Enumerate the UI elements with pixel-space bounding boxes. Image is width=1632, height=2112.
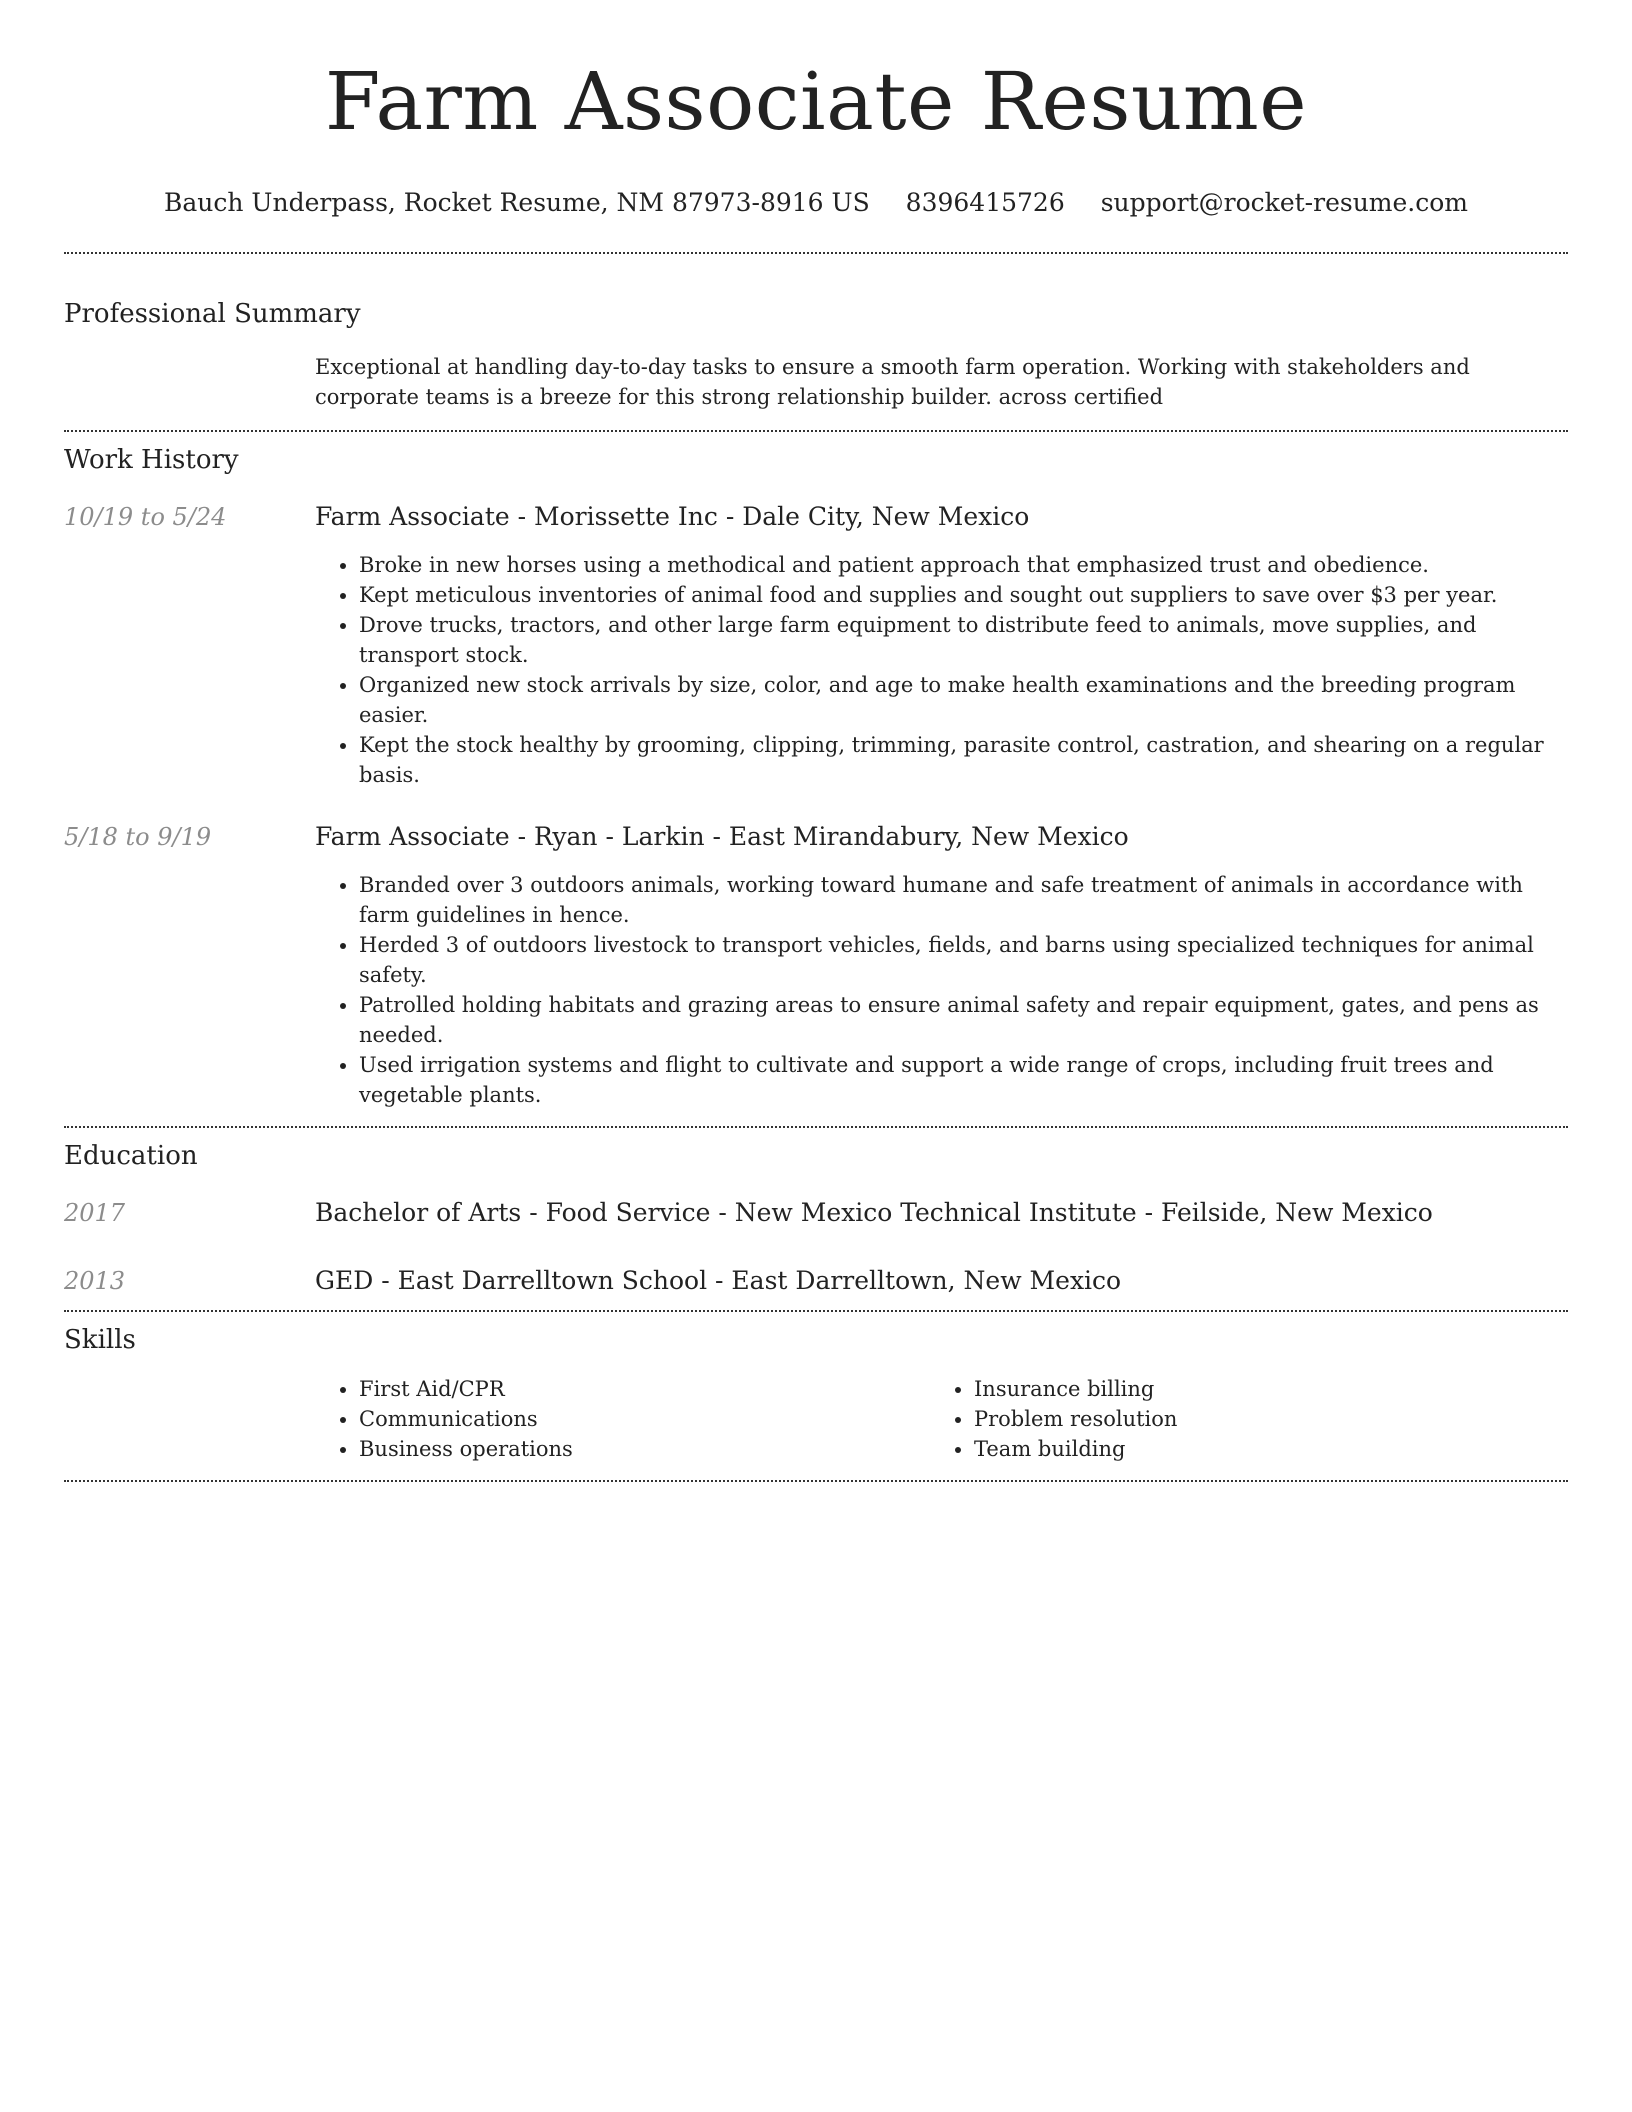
- skills-grid: [315, 1374, 1568, 1464]
- list-item: • Drove trucks, tractors, and other large farm equipment to distribute feed to animals, move supplies, and transport stock.: [359, 610, 1568, 670]
- job-dates: 10/19 to 5/24: [64, 503, 227, 531]
- job-entry: [64, 502, 1568, 790]
- section-title-work-history: Work History: [64, 445, 239, 475]
- skills-section: [64, 1312, 1568, 1480]
- skills-column-2: [930, 1374, 1568, 1464]
- education-section: [64, 1128, 1568, 1310]
- section-title-education: Education: [64, 1141, 198, 1171]
- education-entry: [64, 1198, 1568, 1228]
- work-history-section: [64, 432, 1568, 1126]
- section-title-skills: Skills: [64, 1325, 136, 1355]
- resume-title: Farm Associate Resume: [324, 55, 1308, 148]
- job-title: Farm Associate - Ryan - Larkin - East Mirandabury, New Mexico: [315, 822, 1129, 851]
- skill-item: • Insurance billing: [974, 1374, 1568, 1404]
- list-item: • Kept meticulous inventories of animal food and supplies and sought out suppliers to save over $3 per year.: [359, 580, 1568, 610]
- skills-column-1: [315, 1374, 930, 1464]
- contact-email: support@rocket-resume.com: [1100, 188, 1468, 217]
- education-year: 2017: [64, 1199, 126, 1227]
- list-item: • Organized new stock arrivals by size, color, and age to make health examinations and the breeding program easier.: [359, 670, 1568, 730]
- section-title-summary: Professional Summary: [64, 299, 361, 329]
- list-item: • Used irrigation systems and flight to cultivate and support a wide range of crops, including fruit trees and vegetable plants.: [359, 1050, 1568, 1110]
- contact-address: Bauch Underpass, Rocket Resume, NM 87973-8916 US: [163, 188, 870, 217]
- education-title: Bachelor of Arts - Food Service - New Mexico Technical Institute - Feilside, New Mexico: [315, 1198, 1433, 1227]
- job-dates: 5/18 to 9/19: [64, 823, 212, 851]
- summary-section: [64, 254, 1568, 430]
- list-item: • Herded 3 of outdoors livestock to transport vehicles, fields, and barns using specialized techniques for animal safety.: [359, 930, 1568, 990]
- summary-text: Exceptional at handling day-to-day tasks to ensure a smooth farm operation. Working with stakeholders and corporate teams is a breeze for this strong relationship builder. across certified: [315, 355, 1470, 409]
- skill-item: • Team building: [974, 1434, 1568, 1464]
- contact-phone: 8396415726: [905, 188, 1065, 217]
- list-item: • Branded over 3 outdoors animals, working toward humane and safe treatment of animals in accordance with farm guidelines in hence.: [359, 870, 1568, 930]
- job-bullets: [315, 550, 1568, 790]
- job-bullets: [315, 870, 1568, 1110]
- divider: [64, 1480, 1568, 1482]
- list-item: • Broke in new horses using a methodical and patient approach that emphasized trust and obedience.: [359, 550, 1568, 580]
- contact-line: [64, 188, 1568, 218]
- skill-item: • First Aid/CPR: [359, 1374, 930, 1404]
- skill-item: • Problem resolution: [974, 1404, 1568, 1434]
- list-item: • Kept the stock healthy by grooming, clipping, trimming, parasite control, castration, and shearing on a regular basis.: [359, 730, 1568, 790]
- education-year: 2013: [64, 1267, 126, 1295]
- education-entry: [64, 1266, 1568, 1296]
- skill-item: • Communications: [359, 1404, 930, 1434]
- list-item: • Patrolled holding habitats and grazing areas to ensure animal safety and repair equipment, gates, and pens as needed.: [359, 990, 1568, 1050]
- job-entry: [64, 822, 1568, 1110]
- skill-item: • Business operations: [359, 1434, 930, 1464]
- education-title: GED - East Darrelltown School - East Darrelltown, New Mexico: [315, 1266, 1122, 1295]
- job-title: Farm Associate - Morissette Inc - Dale City, New Mexico: [315, 502, 1030, 531]
